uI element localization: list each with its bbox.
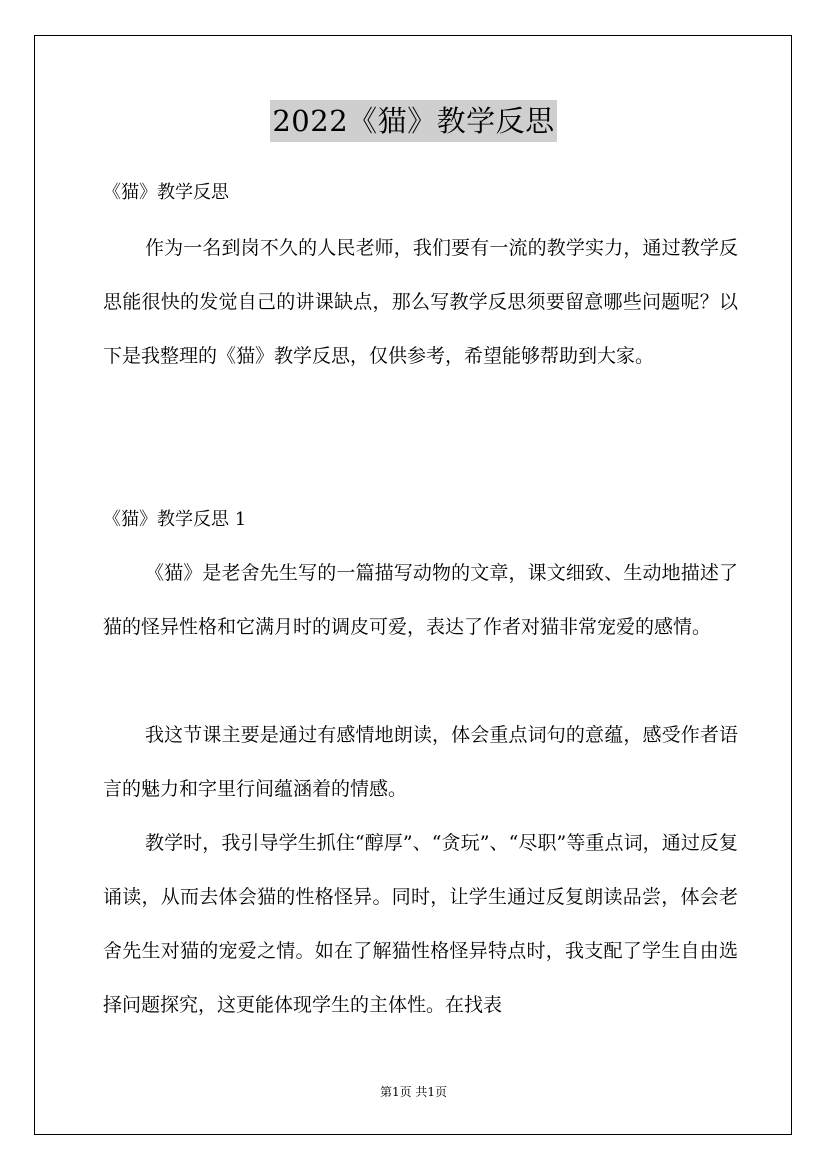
section-heading: 《猫》教学反思 1 <box>103 509 247 530</box>
intro-paragraph: 作为一名到岗不久的人民老师，我们要有一流的教学实力，通过教学反思能很快的发觉自己的讲课缺点，那么写教学反思须要留意哪些问题呢？以下是我整理的《猫》教学反思，仅供参考，希望能够帮助到大家。 <box>103 237 738 367</box>
page-footer: 第1页 共1页 <box>379 1085 448 1099</box>
intro-heading: 《猫》教学反思 <box>103 182 229 203</box>
document-title: 2022《猫》教学反思 <box>270 100 556 142</box>
body-paragraph-2: 我这节课主要是通过有感情地朗读，体会重点词句的意蕴，感受作者语言的魅力和字里行间蕴涵着的情感。 <box>103 724 738 800</box>
body-paragraph-1: 《猫》是老舍先生写的一篇描写动物的文章，课文细致、生动地描述了猫的怪异性格和它满月时的调皮可爱，表达了作者对猫非常宠爱的感情。 <box>103 562 738 638</box>
title-container <box>0 100 827 142</box>
body-paragraph-3: 教学时，我引导学生抓住“醇厚”、“贪玩”、“尽职”等重点词，通过反复诵读，从而去体会猫的性格怪异。同时，让学生通过反复朗读品尝，体会老舍先生对猫的宠爱之情。如在了解猫性格怪异特点时，我支配了学生自由选择问题探究，这更能体现学生的主体性。在找表 <box>103 832 738 1016</box>
